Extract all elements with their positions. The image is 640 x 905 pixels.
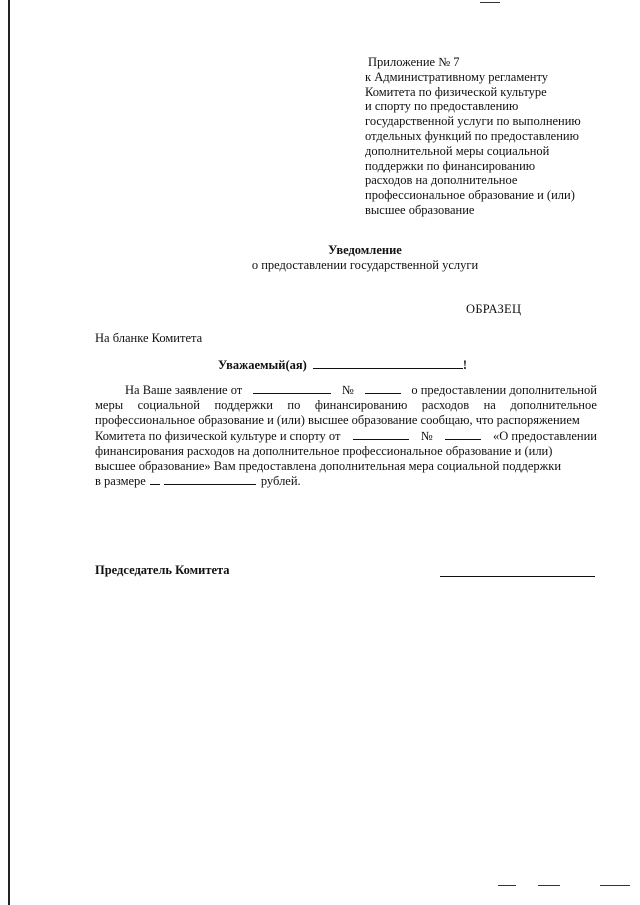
order-number-blank xyxy=(445,429,481,440)
order-date-blank xyxy=(353,429,409,440)
body-fragment: финансирования расходов на дополнительное профессиональное образование и (или) xyxy=(95,443,553,458)
scan-mark-bottom xyxy=(498,885,516,886)
date-blank xyxy=(253,383,331,394)
body-fragment: «О предоставлении xyxy=(493,428,597,443)
body-word: расходов xyxy=(421,398,470,413)
appendix-line: расходов на дополнительное xyxy=(365,173,518,188)
body-fragment: в размере xyxy=(95,474,146,489)
amount-blank xyxy=(164,474,256,485)
body-word: на xyxy=(483,398,496,413)
scan-edge-left xyxy=(8,0,10,905)
body-line xyxy=(95,459,597,474)
appendix-line: Комитета по физической культуре xyxy=(365,84,547,99)
body-word: поддержки xyxy=(214,398,273,413)
appendix-line: к Административному регламенту xyxy=(365,69,549,84)
amount-blank-short xyxy=(150,474,160,485)
body-fragment: о предоставлении дополнительной xyxy=(411,383,597,397)
appendix-line: Приложение № 7 xyxy=(368,55,460,69)
number-sign: № xyxy=(341,383,354,397)
appendix-line: и спорту по предоставлению xyxy=(365,99,519,114)
greeting-suffix: ! xyxy=(462,358,467,372)
body-fragment: рублей. xyxy=(260,474,301,489)
body-line xyxy=(95,413,597,428)
body-fragment: профессиональное образование и (или) высшее образование сообщаю, что распоряжением xyxy=(95,413,580,428)
body-word: меры xyxy=(95,398,124,413)
appendix-line: поддержки по финансированию xyxy=(365,158,536,173)
document-subtitle: о предоставлении государственной услуги xyxy=(251,258,479,272)
appendix-line: отдельных функций по предоставлению xyxy=(365,128,579,143)
appendix-line: высшее образование xyxy=(365,202,475,217)
body-fragment: высшее образование» Вам предоставлена дополнительная мера социальной поддержки xyxy=(95,459,562,474)
body-line xyxy=(95,429,597,444)
body-word: по xyxy=(287,398,301,413)
scan-mark-top xyxy=(480,2,500,3)
body-word: финансированию xyxy=(314,398,408,413)
body-word: социальной xyxy=(137,398,200,413)
recipient-name-blank xyxy=(313,358,463,369)
scan-mark-bottom xyxy=(538,885,560,886)
signer-title: Председатель Комитета xyxy=(95,563,230,577)
body-line xyxy=(95,444,597,459)
sample-label: ОБРАЗЕЦ xyxy=(466,302,522,316)
greeting-prefix: Уважаемый(ая) xyxy=(218,358,307,372)
body-word: дополнительное xyxy=(510,398,597,413)
number-blank xyxy=(365,383,401,394)
appendix-line: дополнительной меры социальной xyxy=(365,143,550,158)
appendix-block xyxy=(365,55,615,218)
notification-body xyxy=(95,383,597,489)
body-line xyxy=(95,398,597,413)
body-line xyxy=(95,383,597,398)
body-fragment: На Ваше заявление от xyxy=(125,383,243,397)
document-title: Уведомление xyxy=(328,243,402,257)
scan-mark-bottom xyxy=(600,885,630,886)
number-sign: № xyxy=(420,428,433,443)
body-line xyxy=(95,474,597,489)
body-fragment: Комитета по физической культуре и спорту от xyxy=(95,428,341,443)
greeting xyxy=(218,358,467,373)
appendix-line: профессиональное образование и (или) xyxy=(365,188,575,203)
signature-line xyxy=(440,576,595,577)
appendix-line: государственной услуги по выполнению xyxy=(365,114,581,129)
letterhead-note: На бланке Комитета xyxy=(95,331,203,345)
